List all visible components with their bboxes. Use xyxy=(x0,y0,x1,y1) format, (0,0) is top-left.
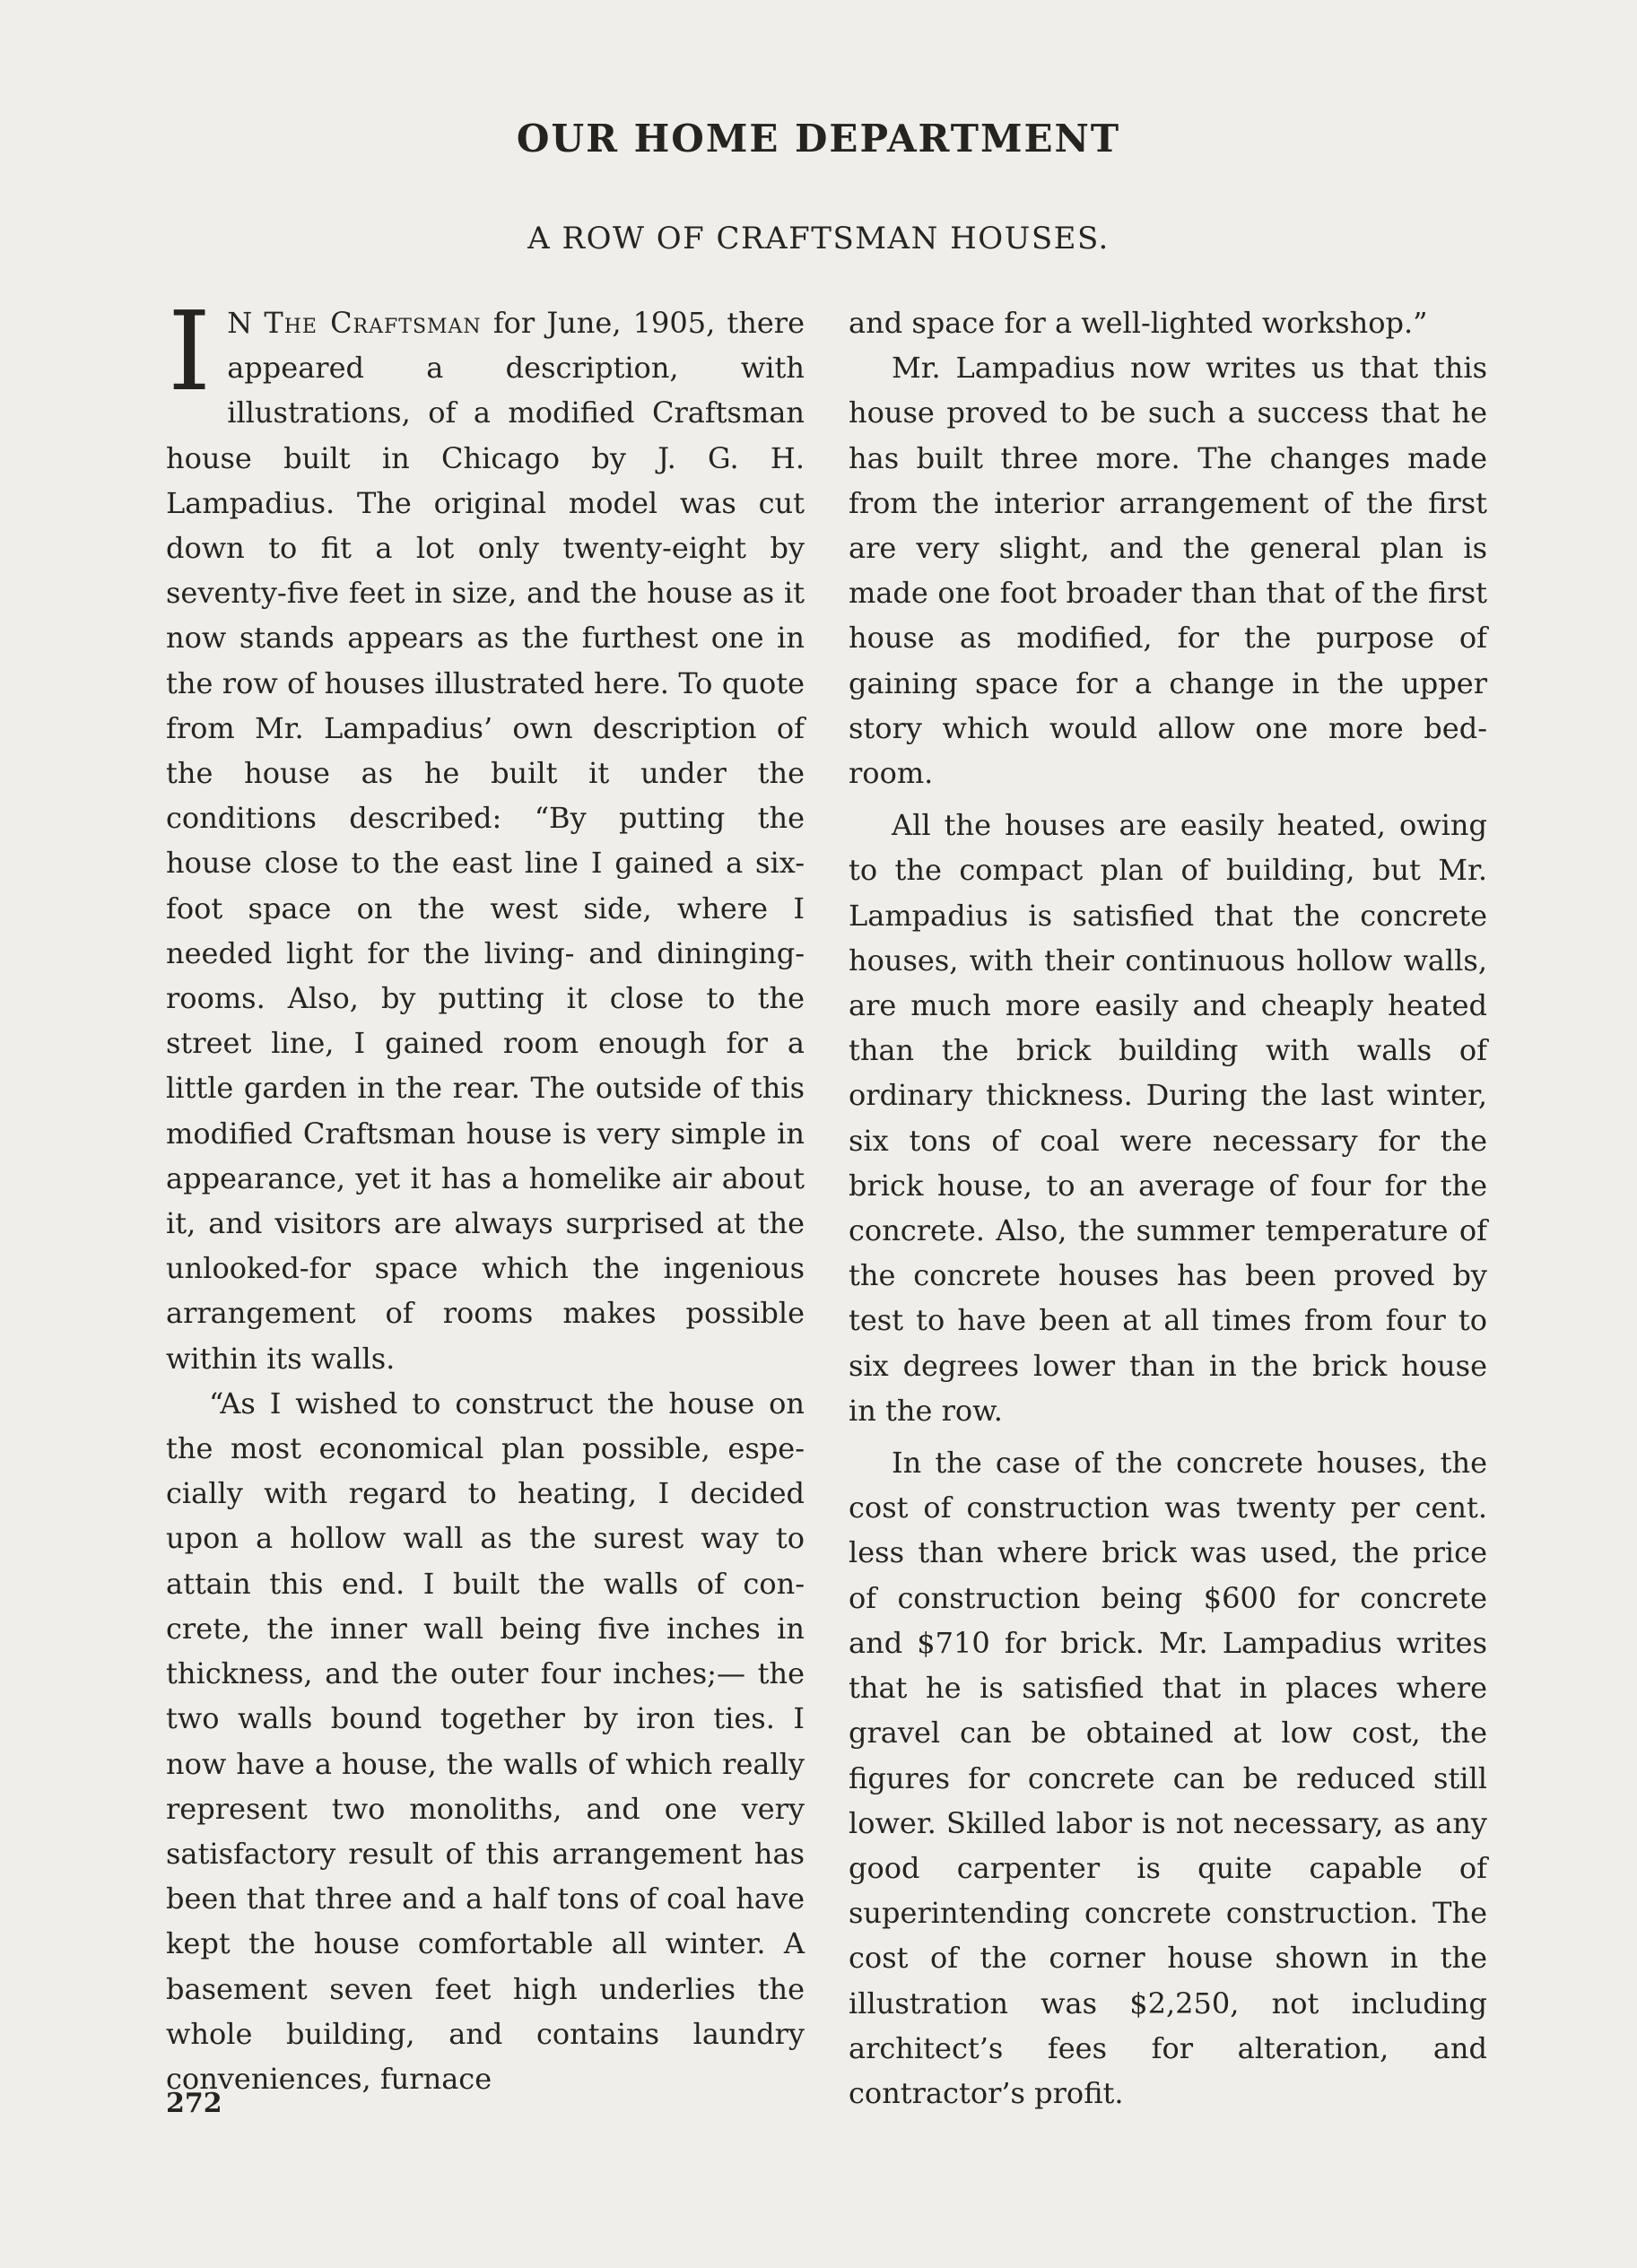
right-column xyxy=(849,300,1487,2116)
paragraph-2-continued: and space for a well-lighted workshop.” xyxy=(849,306,1428,340)
page-number: 272 xyxy=(166,2088,222,2119)
left-column xyxy=(166,288,805,2101)
paragraph-1 xyxy=(166,288,805,1381)
paragraph-2: “As I wished to construct the house on the most economical plan possible, especially with regard to heating, I decided upon a hollow wall as the surest way to attain this end. I built the walls of concrete, the inner wall being five inches in thickness, and the outer four inches;— the two walls bound together by iron ties. I now have a house, the walls of which really represent two monoliths, and one very satisfactory result of this arrangement has been that three and a half tons of coal have kept the house comfortable all winter. A basement seven feet high underlies the whole building, and contains laundry conveniences, furnace xyxy=(166,1386,805,2096)
article-title: A ROW OF CRAFTSMAN HOUSES. xyxy=(527,221,1110,256)
department-heading: OUR HOME DEPARTMENT xyxy=(516,117,1121,161)
paragraph-4: All the houses are easily heated, owing to the compact plan of building, but Mr. Lampadius is satisfied that the concrete houses, with their continuous hollow walls, are much more easily and cheaply heated than the brick building with walls of ordinary thickness. During the last winter, six tons of coal were necessary for the brick house, to an average of four for the concrete. Also, the summer temperature of the concrete houses has been proved by test to have been at all times from four to six degrees lower than in the brick house in the row. xyxy=(849,808,1487,1428)
drop-cap: I xyxy=(168,288,212,415)
paragraph-5: In the case of the concrete houses, the cost of construction was twenty per cent. less than where brick was used, the price of construction being $600 for concrete and $710 for brick. Mr. Lampadius writes that he is satisfied that in places where gravel can be obtained at low cost, the figures for concrete can be reduced still lower. Skilled labor is not necessary, as any good carpenter is quite capable of superintending concrete construction. The cost of the corner house shown in the illustration was $2,250, not including architect’s fees for alteration, and contractor’s profit. xyxy=(849,1446,1487,2110)
paragraph-1-text: for June, 1905, there appeared a description, with illustrations, of a modified Craftsman house built in Chicago by J. G. H. Lampadius. The original model was cut down to fit a lot only twenty-eight by seventy-five feet in size, and the house as it now stands appears as the furthest one in the row of houses illustrated here. To quote from Mr. Lampadius’ own description of the house as he built it under the conditions described: “By putting the house close to the east line I gained a six-foot space on the west side, where I needed light for the living- and dininging-rooms. Also, by putting it close to the street line, I gained room enough for a little garden in the rear. The outside of this modified Craftsman house is very simple in appearance, yet it has a homelike air about it, and visitors are always surprised at the unlooked-for space which the ingenious arrangement of rooms makes possible within its walls. xyxy=(166,306,805,1376)
paragraph-1-lead: N xyxy=(227,306,265,340)
paragraph-3: Mr. Lampadius now writes us that this house proved to be such a success that he has built three more. The changes made from the interior arrangement of the first are very slight, and the general plan is made one foot broader than that of the first house as modified, for the purpose of gaining space for a change in the upper story which would allow one more bedroom. xyxy=(849,351,1487,791)
magazine-name: The Craftsman xyxy=(264,306,482,340)
